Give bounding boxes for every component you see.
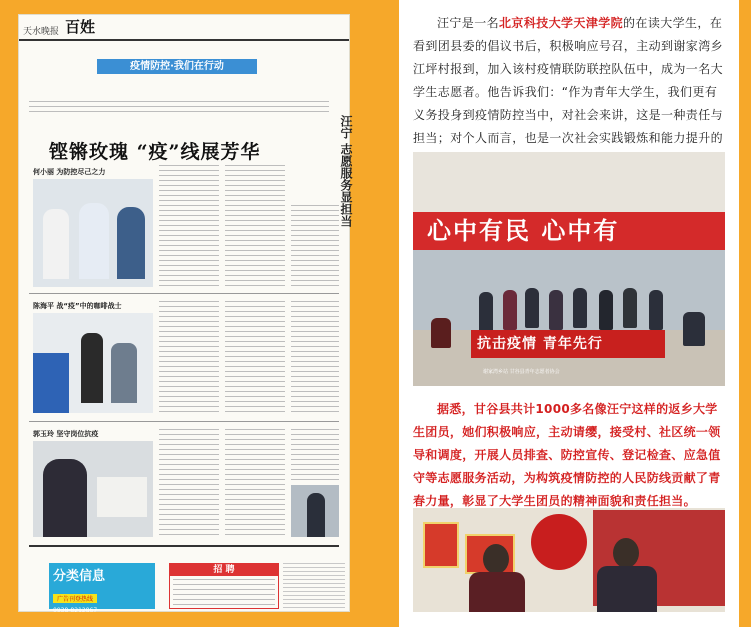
classified-phone: 0938-8212867 (53, 607, 98, 614)
vertical-headline: 汪宁 志愿服务显担当 (339, 115, 353, 228)
text-column (159, 165, 219, 287)
section-3-title: 郭玉玲 坚守岗位抗疫 (33, 430, 99, 438)
text-column (225, 301, 285, 413)
newspaper-page (18, 14, 353, 614)
photo-section-2 (33, 313, 153, 413)
emblem-icon (531, 514, 587, 570)
school-name: 北京科技大学天津学院 (499, 16, 624, 30)
volunteers-photo (413, 152, 725, 386)
section-2-title: 陈海平 战“疫”中的咖啡战士 (33, 302, 122, 310)
para-prefix: 汪宁是一名 (437, 16, 500, 30)
topic-banner: 疫情防控·我们在行动 (97, 59, 257, 74)
building (413, 152, 725, 212)
photo-section-1 (33, 179, 153, 287)
paper-name: 天水晚报 (23, 27, 60, 37)
closing-paragraph: 据悉，甘谷县共计1000多名像汪宁这样的返乡大学生团员，她们积极响应，主动请缨，接受村、社区统一领导和调度，开展人员排查、防控宣传、登记检查、应急值守等志愿服务活动，为构筑疫情防控的人民防线贡献了青春力量，彰显了大学生团员的精神面貌和责任担当。 (413, 402, 721, 508)
cloth-banner: 抗击疫情 青年先行谢家湾乡站 甘谷县青年志愿者协会 (471, 330, 665, 358)
ad-text-block (283, 563, 345, 609)
divider (29, 293, 339, 294)
text-column (291, 301, 339, 413)
divider (29, 545, 339, 547)
para-rest: 的在读大学生，在看到团县委的倡议书后，积极响应号召，主动到谢家湾乡江坪村报到，加入该村疫情联防联控队伍中，成为一名大学生志愿者。他告诉我们：“作为青年大学生，我们更有义务投身到疫情防控当中，对社会来讲，这是一种责任与担当；对个人而言，也是一次社会实践锻炼和能力提升的 (413, 16, 724, 145)
red-sign: 心中有民 心中有 (413, 212, 725, 250)
section-1-title: 何小丽 为防控尽己之力 (33, 168, 106, 176)
text-column (225, 429, 285, 537)
plaque (423, 522, 459, 568)
masthead (19, 15, 349, 41)
text-column (291, 429, 339, 481)
office-photo (413, 508, 725, 612)
text-column (159, 301, 219, 413)
article-page (399, 0, 739, 627)
photo-section-3 (33, 441, 153, 537)
article-paragraph (413, 12, 727, 173)
text-column (291, 205, 339, 287)
classified-ad (49, 563, 155, 614)
section-title: 百姓 (65, 18, 96, 36)
classified-title: 分类信息 (53, 569, 106, 584)
text-column (225, 165, 285, 287)
recruit-ad (169, 563, 279, 609)
recruit-title: 招 聘 (170, 564, 278, 576)
headline: 铿锵玫瑰 “疫”线展芳华 (49, 141, 261, 163)
divider (29, 421, 339, 422)
wall (413, 250, 725, 330)
classified-subtitle: 广告刊登热线 (53, 594, 97, 603)
text-column (159, 429, 219, 537)
photo-volunteer (291, 485, 339, 537)
